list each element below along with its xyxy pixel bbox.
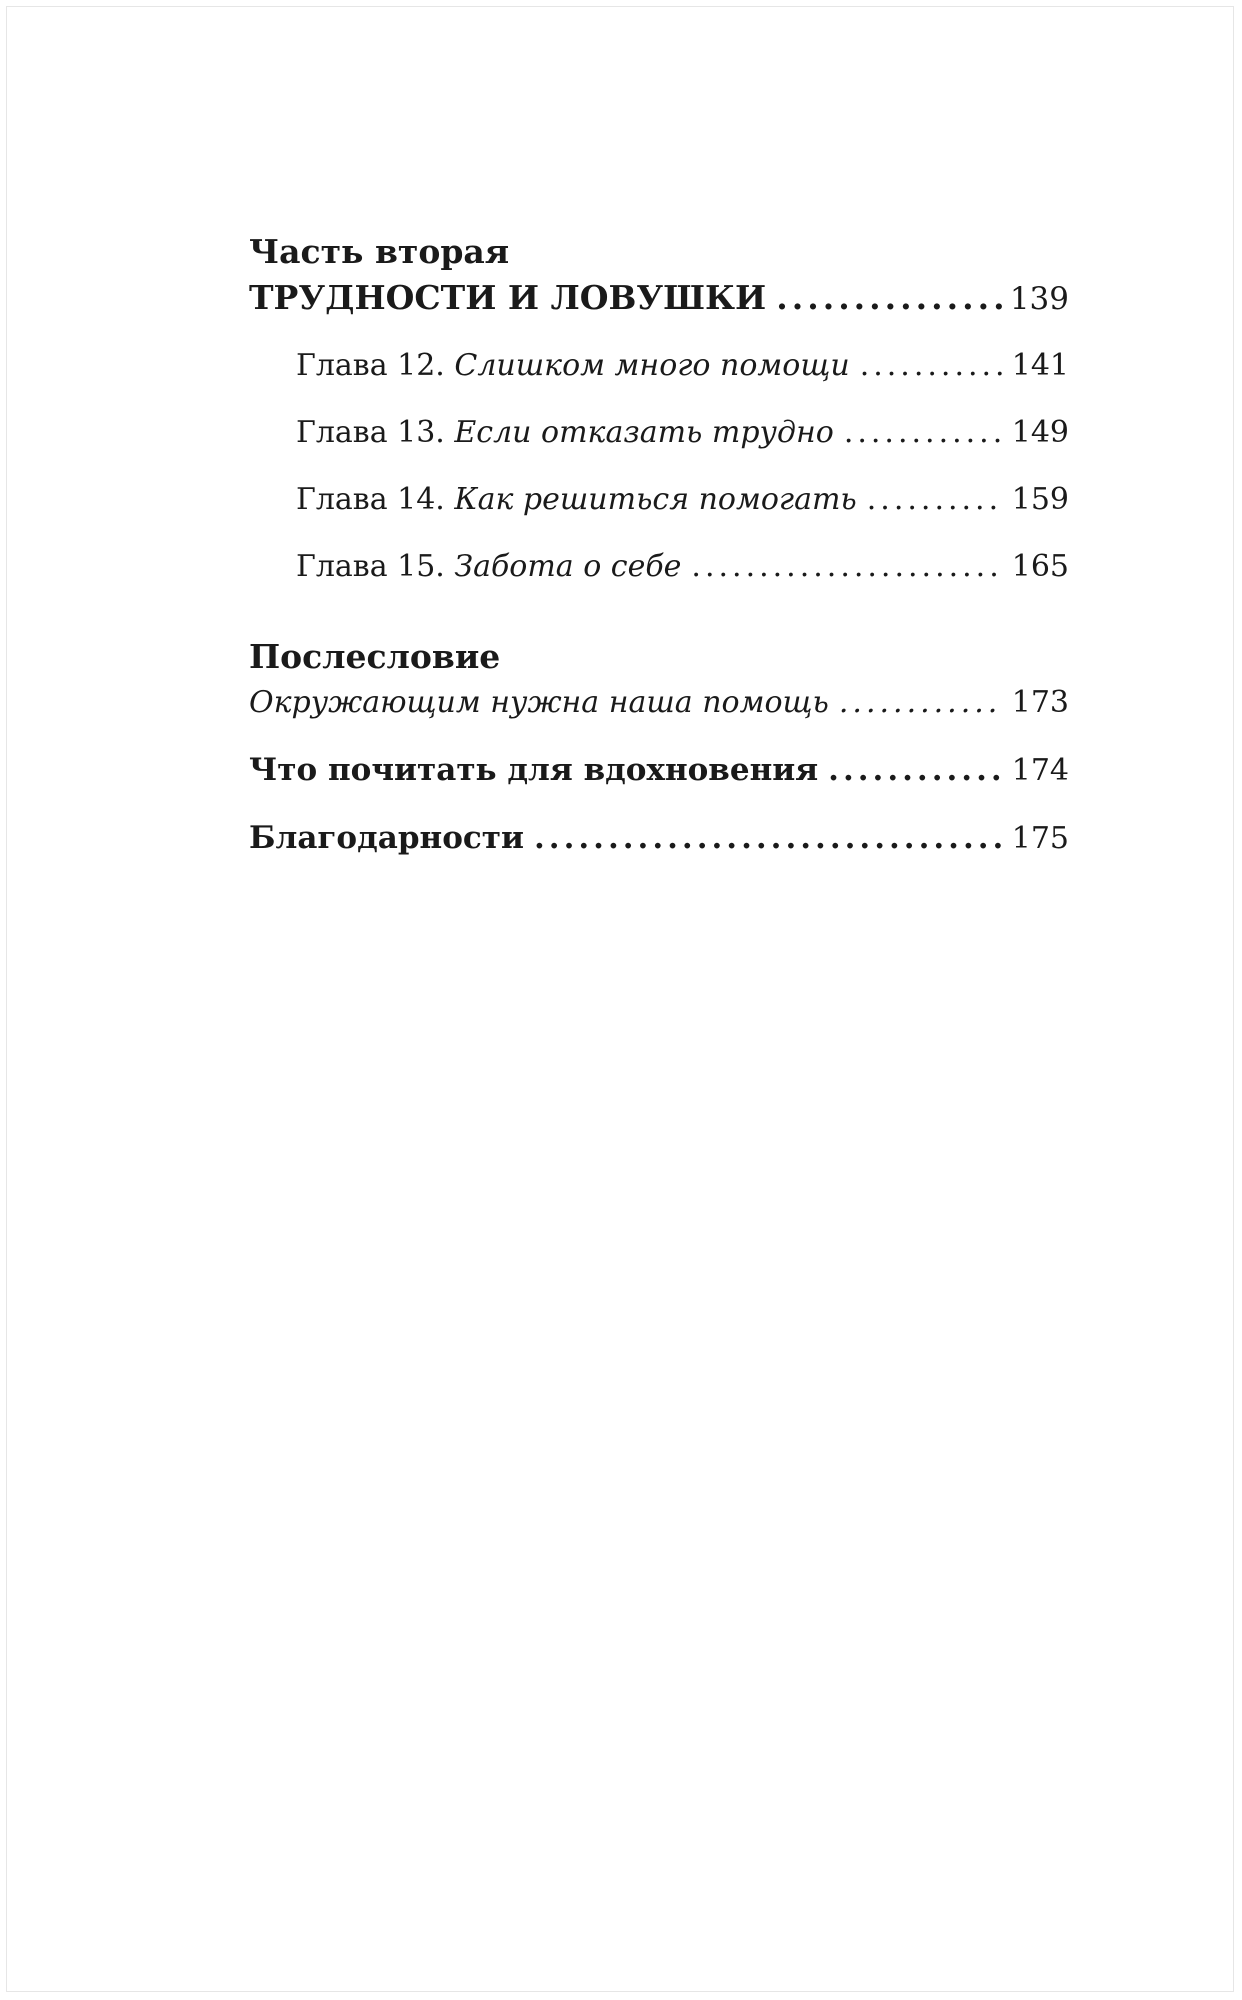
- toc-entry-chapter-13: [249, 413, 1069, 453]
- dot-leader: [691, 547, 1003, 587]
- toc-entry-chapter-15: [249, 547, 1069, 587]
- dot-leader: [860, 346, 1004, 386]
- chapter-title: Забота о себе: [454, 549, 682, 584]
- page-number: 159: [1011, 482, 1069, 517]
- dot-leader: [776, 278, 1002, 318]
- chapter-number: Глава 15.: [296, 549, 445, 584]
- epilogue-title: Окружающим нужна наша помощь: [249, 685, 829, 720]
- part-title: ТРУДНОСТИ И ЛОВУШКИ: [249, 278, 767, 317]
- chapter-title: Слишком много помощи: [454, 348, 850, 383]
- book-page: [6, 6, 1234, 1992]
- page-number: 139: [1009, 281, 1069, 317]
- chapter-title: Как решиться помогать: [454, 482, 857, 517]
- reading-list-title: Что почитать для вдохновения: [249, 752, 819, 788]
- chapter-number: Глава 12.: [296, 348, 445, 383]
- toc-entry-chapter-14: [249, 480, 1069, 520]
- epilogue-label: Послесловие: [249, 637, 501, 676]
- chapter-number: Глава 13.: [296, 415, 445, 450]
- dot-leader: [828, 750, 1004, 790]
- dot-leader: [844, 413, 1004, 453]
- chapter-number: Глава 14.: [296, 482, 445, 517]
- table-of-contents: [249, 232, 1069, 859]
- toc-entry-reading-list: [249, 750, 1069, 791]
- dot-leader: [534, 818, 1004, 858]
- acknowledgements-title: Благодарности: [249, 820, 524, 856]
- chapter-title: Если отказать трудно: [454, 415, 834, 450]
- dot-leader: [867, 480, 1004, 520]
- toc-entry-chapter-12: [249, 346, 1069, 386]
- page-number: 141: [1011, 348, 1069, 383]
- toc-entry-epilogue: [249, 683, 1069, 723]
- page-number: 149: [1011, 415, 1069, 450]
- page-number: 165: [1011, 549, 1069, 584]
- toc-entry-acknowledgements: [249, 818, 1069, 859]
- part-label: Часть вторая: [249, 232, 510, 271]
- dot-leader: [839, 683, 1004, 723]
- toc-entry-part-two: [249, 278, 1069, 319]
- page-number: 175: [1011, 821, 1069, 856]
- page-number: 174: [1011, 753, 1069, 788]
- page-number: 173: [1011, 685, 1069, 720]
